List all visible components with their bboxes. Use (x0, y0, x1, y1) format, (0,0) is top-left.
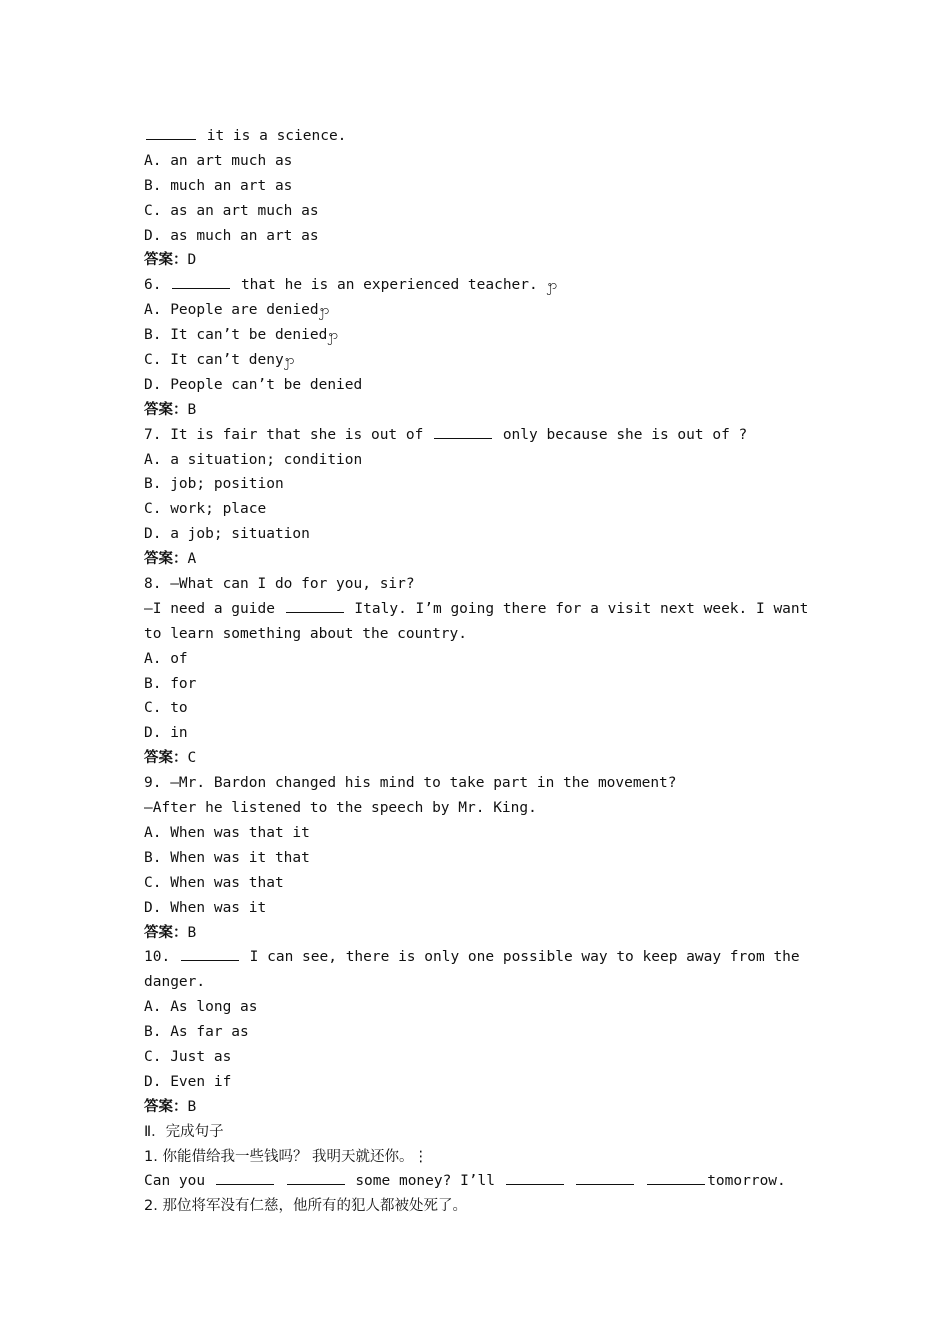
sentence-1-chinese: 1. 你能借给我一些钱吗？ 我明天就还你。⋮ (144, 1148, 429, 1165)
q6-option-b: B. It can’t be deniedꩭ (144, 327, 339, 344)
q7-option-a: A. a situation; condition (144, 451, 363, 468)
q8-stem-line1: 8. —What can I do for you, sir? (144, 576, 415, 593)
q9-stem-line1: 9. —Mr. Bardon changed his mind to take part in the movement? (144, 775, 677, 792)
q6-answer: 答案：B (144, 401, 197, 418)
q8-stem-line2: —I need a guide Italy. I’m going there for a visit next week. I want (144, 597, 808, 622)
answer-blank (576, 1169, 634, 1185)
answer-blank (434, 423, 492, 439)
q9-answer: 答案：B (144, 924, 197, 941)
answer-blank (216, 1169, 274, 1185)
q6-option-c: C. It can’t denyꩭ (144, 352, 295, 369)
q7-option-c: C. work; place (144, 501, 267, 518)
section-title: Ⅱ．完成句子 (144, 1123, 224, 1140)
answer-blank (287, 1169, 345, 1185)
q5-answer: 答案：D (144, 252, 197, 269)
q9-option-d: D. When was it (144, 899, 267, 916)
q5-option-d: D. as much an art as (144, 227, 319, 244)
q10-answer: 答案：B (144, 1098, 197, 1115)
worksheet-page (144, 124, 808, 1219)
answer-blank (506, 1169, 564, 1185)
q6-option-a: A. People are deniedꩭ (144, 302, 330, 319)
q10-option-d: D. Even if (144, 1073, 232, 1090)
mouse-glyph-icon: ꩭ (318, 303, 330, 319)
q10-option-b: B. As far as (144, 1024, 249, 1041)
q7-option-b: B. job; position (144, 476, 284, 493)
q8-stem-line3: to learn something about the country. (144, 625, 468, 642)
mouse-glyph-icon: ꩭ (327, 328, 339, 344)
mouse-glyph-icon: ꩭ (546, 278, 558, 294)
q7-stem: 7. It is fair that she is out of only because she is out of ? (144, 423, 808, 448)
q10-stem-line2: danger. (144, 974, 206, 991)
q9-option-a: A. When was that it (144, 824, 310, 841)
q8-answer: 答案：C (144, 750, 197, 767)
answer-blank (172, 273, 230, 289)
sentence-1-english: Can you some money? I’ll tomorrow. (144, 1169, 808, 1194)
q8-option-b: B. for (144, 675, 197, 692)
q7-option-d: D. a job; situation (144, 526, 310, 543)
q8-option-c: C. to (144, 700, 188, 717)
answer-blank (286, 597, 344, 613)
sentence-2-chinese: 2. 那位将军没有仁慈，他所有的犯人都被处死了。 (144, 1198, 467, 1215)
q7-answer: 答案：A (144, 551, 197, 568)
answer-blank (146, 124, 196, 140)
q5-option-b: B. much an art as (144, 177, 293, 194)
q5-option-c: C. as an art much as (144, 202, 319, 219)
q9-option-b: B. When was it that (144, 849, 310, 866)
q10-option-a: A. As long as (144, 999, 258, 1016)
q10-option-c: C. Just as (144, 1048, 232, 1065)
q10-stem: 10. I can see, there is only one possible way to keep away from the (144, 945, 808, 970)
q6-option-d: D. People can’t be denied (144, 376, 363, 393)
q8-option-d: D. in (144, 725, 188, 742)
answer-blank (181, 945, 239, 961)
answer-blank (647, 1169, 705, 1185)
mouse-glyph-icon: ꩭ (283, 353, 295, 369)
q5-option-a: A. an art much as (144, 152, 293, 169)
q9-option-c: C. When was that (144, 874, 284, 891)
q5-stem: it is a science. (144, 124, 808, 149)
q6-stem: 6. that he is an experienced teacher. ꩭ (144, 273, 808, 298)
q8-option-a: A. of (144, 650, 188, 667)
q9-stem-line2: —After he listened to the speech by Mr. King. (144, 800, 537, 817)
